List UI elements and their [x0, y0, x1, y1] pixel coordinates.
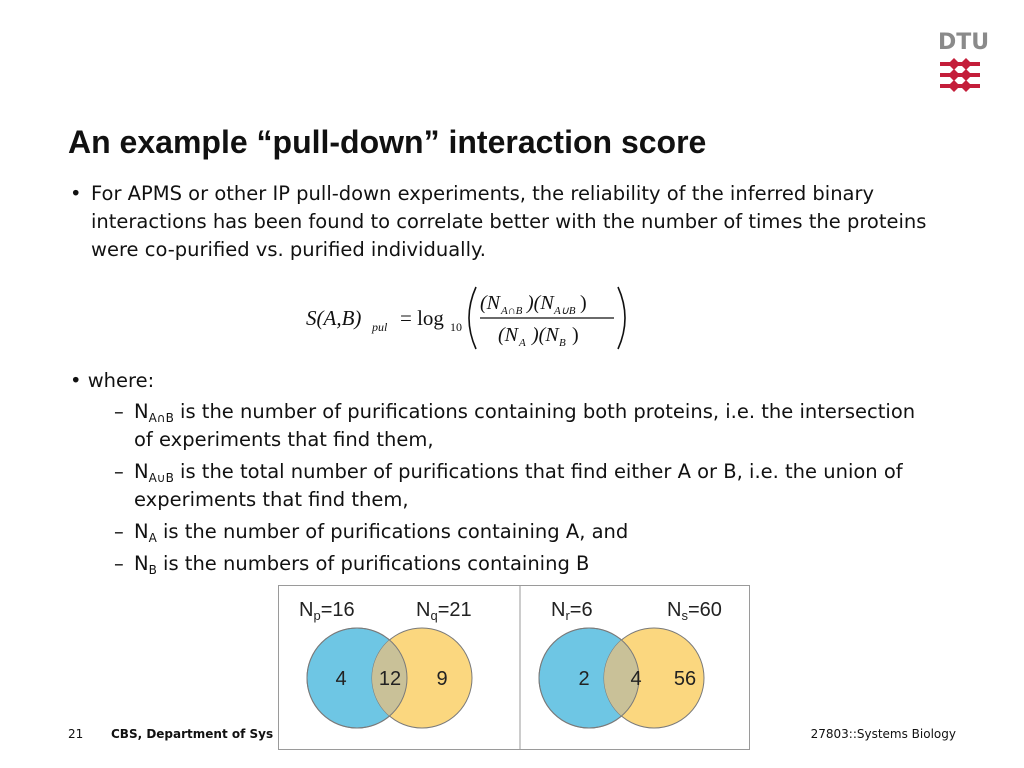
formula-lhs-sub: pul [372, 320, 388, 334]
venn-left-only-a: 4 [335, 668, 347, 690]
venn-right-both: 4 [630, 668, 642, 690]
venn-left-only-b: 9 [436, 668, 448, 690]
logo-waves-icon [938, 58, 982, 92]
venn-right-label-a-val: =6 [569, 599, 593, 621]
svg-text:Nq=21 [416, 599, 472, 623]
venn-left-label-b: N [416, 599, 431, 621]
symbol-sub: A∪B [148, 471, 174, 485]
pulldown-score-formula [300, 283, 630, 353]
venn-right-label-a: N [551, 599, 566, 621]
dash: – [114, 400, 124, 423]
formula-eq: = log [400, 306, 444, 330]
formula-num-a-sub: A∩B [501, 305, 523, 317]
sub-item-text: is the number of purifications containing both proteins, i.e. the intersection of experiments that find them, [134, 400, 916, 451]
formula-num-b-sub: A∪B [554, 305, 576, 317]
bullet-text: where: [87, 369, 155, 392]
formula-lhs: S(A,B) [306, 306, 362, 330]
venn-left-label-b-sub: q [430, 608, 438, 623]
venn-right-label-a-sub: r [565, 608, 570, 623]
formula-den-a-sub: A [519, 337, 526, 349]
symbol: N [134, 552, 149, 575]
venn-right [539, 599, 722, 728]
sub-item-text: is the numbers of purifications containing B [156, 552, 590, 575]
symbol-sub: A∩B [148, 411, 174, 425]
venn-right-label-b-val: =60 [687, 599, 722, 621]
dash: – [114, 552, 124, 575]
symbol: N [134, 460, 149, 483]
venn-right-only-a: 2 [578, 668, 590, 690]
symbol-sub: B [148, 563, 157, 577]
formula-den-a: (N [498, 324, 518, 346]
svg-text:Np=16 [299, 599, 355, 623]
formula-num-b: )(N [527, 292, 554, 314]
formula-den-b: )(N [532, 324, 559, 346]
svg-text:Ns=60 [667, 599, 722, 623]
venn-right-only-b: 56 [673, 668, 697, 690]
sub-item-intersection [114, 398, 934, 454]
venn-right-label-b-sub: s [681, 608, 688, 623]
venn-left-label-a: N [299, 599, 314, 621]
bullet-where [70, 367, 154, 395]
footer-organization: CBS, Department of Sys [111, 727, 274, 741]
dtu-logo [938, 30, 990, 92]
bullet-text: For APMS or other IP pull-down experiments, the reliability of the inferred binary interactions has been found to correlate better with the number of times the proteins were co-purified vs. purified individually. [91, 182, 927, 261]
dash: – [114, 520, 124, 543]
formula-num-a: (N [480, 292, 500, 314]
bullet-dot: • [70, 182, 82, 205]
footer-course: 27803::Systems Biology [810, 727, 956, 741]
symbol: N [134, 520, 149, 543]
sub-item-text: is the number of purifications containing A, and [156, 520, 629, 543]
venn-svg [279, 586, 749, 749]
formula-den-close: ) [572, 324, 579, 346]
logo-text: DTU [938, 30, 990, 55]
bullet-apms [70, 180, 950, 264]
venn-figure [278, 585, 750, 750]
sub-item-text: is the total number of purifications that find either A or B, i.e. the union of experiments that find them, [134, 460, 903, 511]
slide-title: An example “pull-down” interaction score [68, 124, 707, 160]
venn-left-label-b-val: =21 [437, 599, 472, 621]
page-number: 21 [68, 727, 84, 741]
dash: – [114, 460, 124, 483]
venn-left-both: 12 [378, 668, 402, 690]
sub-item-a [114, 518, 934, 546]
formula-log-base: 10 [450, 320, 462, 334]
sub-item-b [114, 550, 934, 578]
formula-den-b-sub: B [559, 337, 566, 349]
venn-left-label-a-val: =16 [320, 599, 355, 621]
sub-item-union [114, 458, 934, 514]
svg-text:Nr=6 [551, 599, 593, 623]
bullet-dot: • [70, 369, 82, 392]
venn-right-label-b: N [667, 599, 682, 621]
formula-num-close: ) [580, 292, 587, 314]
symbol-sub: A [148, 531, 157, 545]
symbol: N [134, 400, 149, 423]
venn-left-label-a-sub: p [313, 608, 321, 623]
venn-left [299, 599, 472, 728]
